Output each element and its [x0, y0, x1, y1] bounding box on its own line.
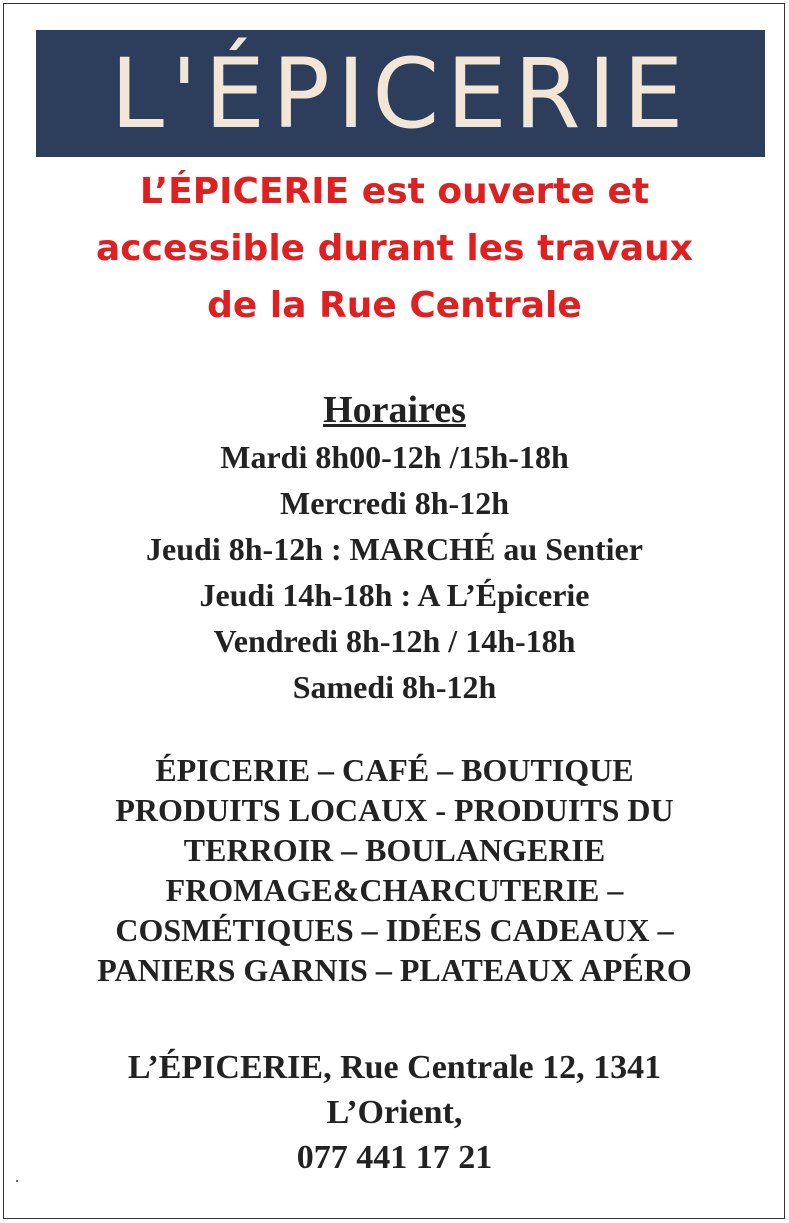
- phone-number: 077 441 17 21: [296, 1139, 493, 1176]
- hours-line: Mardi 8h00-12h /15h-18h: [220, 439, 569, 475]
- hours-line: Jeudi 14h-18h : A L’Épicerie: [199, 577, 590, 613]
- address-line: L’Orient,: [326, 1094, 463, 1131]
- opening-hours: [10, 434, 779, 710]
- headline-line: accessible durant les travaux: [95, 228, 694, 269]
- product-line: PRODUITS LOCAUX - PRODUITS DU: [115, 792, 674, 828]
- hours-title-text: Horaires: [323, 389, 466, 431]
- headline-line: de la Rue Centrale: [207, 285, 582, 326]
- headline-line: L’ÉPICERIE est ouverte et: [139, 171, 650, 212]
- logo-banner: [36, 30, 765, 157]
- hours-line: Jeudi 8h-12h : MARCHÉ au Sentier: [146, 531, 643, 567]
- hours-line: Mercredi 8h-12h: [280, 485, 509, 521]
- headline: [20, 163, 769, 334]
- address-block: [10, 1045, 779, 1180]
- logo-text: L'ÉPICERIE: [110, 37, 691, 150]
- product-line: ÉPICERIE – CAFÉ – BOUTIQUE: [155, 752, 634, 788]
- product-line: FROMAGE&CHARCUTERIE –: [165, 872, 624, 908]
- product-list: [10, 750, 779, 990]
- hours-title: [10, 386, 779, 434]
- product-line: PANIERS GARNIS – PLATEAUX APÉRO: [97, 952, 692, 988]
- hours-line: Vendredi 8h-12h / 14h-18h: [213, 623, 576, 659]
- product-line: TERROIR – BOULANGERIE: [183, 832, 606, 868]
- product-line: COSMÉTIQUES – IDÉES CADEAUX –: [115, 912, 674, 948]
- address-line: L’ÉPICERIE, Rue Centrale 12, 1341: [127, 1049, 662, 1086]
- hours-line: Samedi 8h-12h: [292, 669, 497, 705]
- print-speck: [16, 1180, 18, 1182]
